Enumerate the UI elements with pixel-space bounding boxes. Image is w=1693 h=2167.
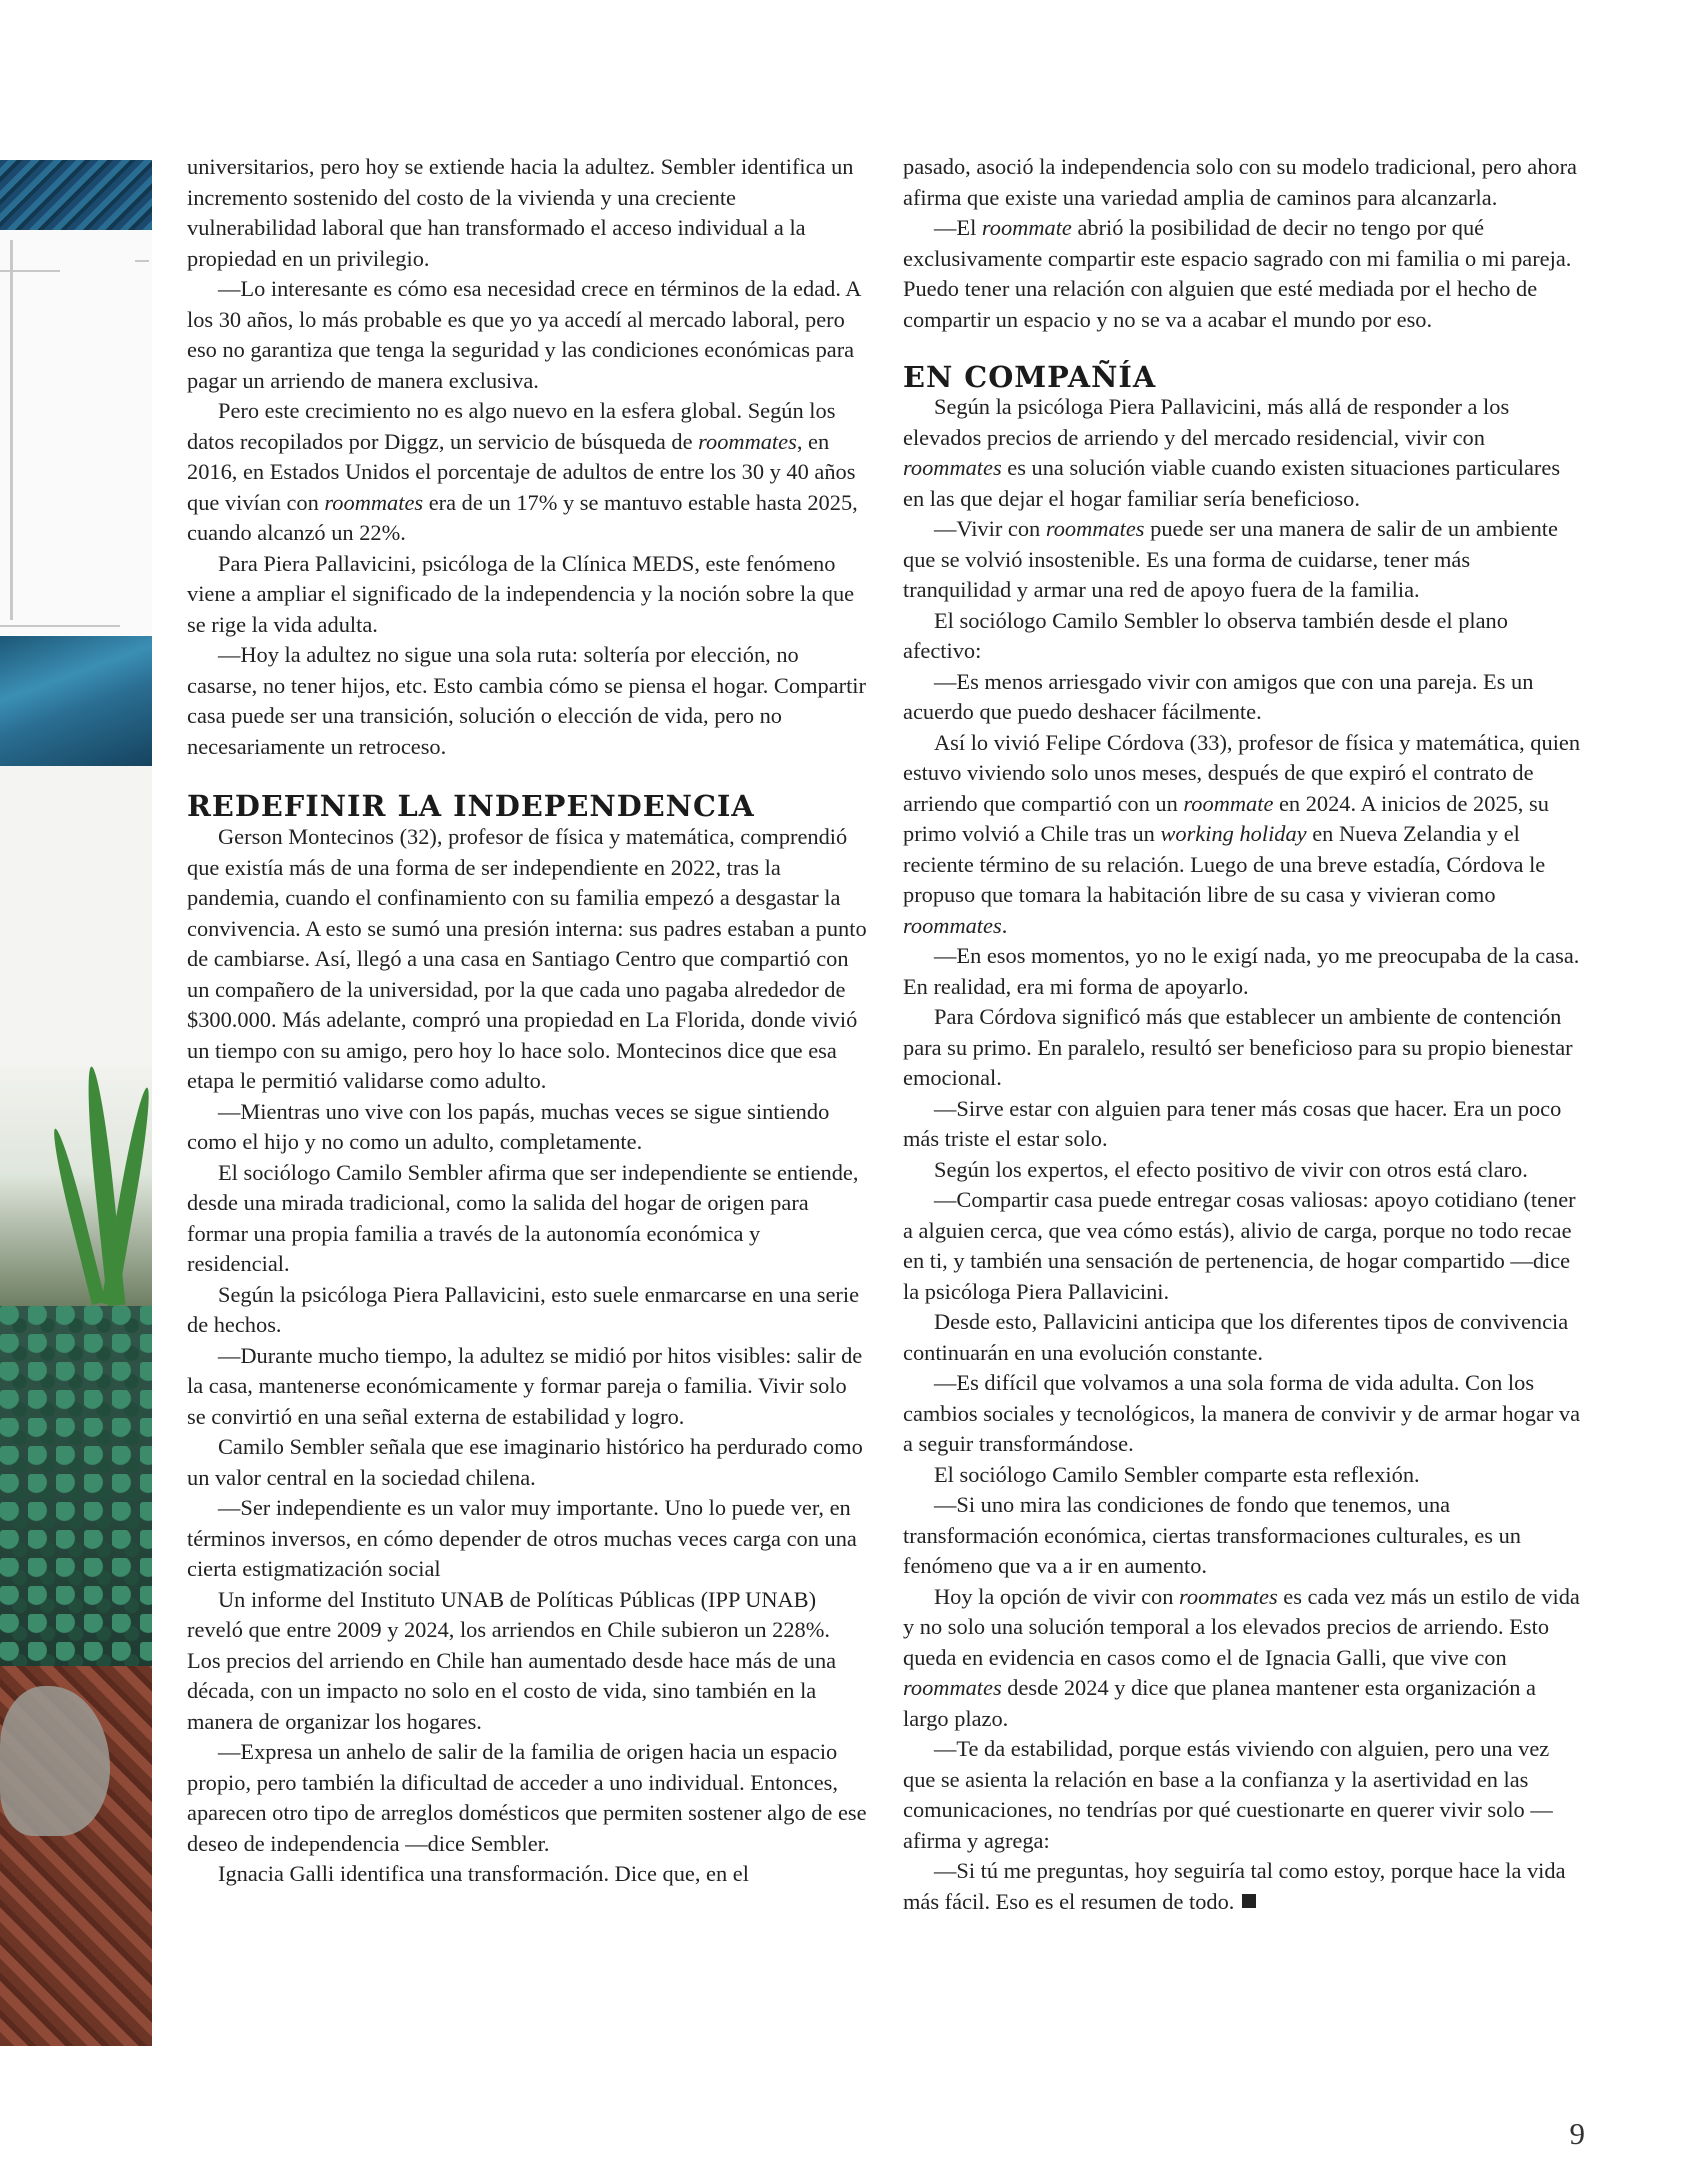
collage-water-image bbox=[0, 636, 152, 766]
collage-plant-image bbox=[0, 1066, 152, 1306]
paragraph: —Durante mucho tiempo, la adultez se midió por hitos visibles: salir de la casa, mantenerse económicamente y formar pareja o familia. Vivir solo se convirtió en una señal externa de estabilidad y logro. bbox=[187, 1342, 863, 1429]
paragraph: El sociólogo Camilo Sembler comparte esta reflexión. bbox=[934, 1461, 1420, 1487]
paragraph: Así lo vivió Felipe Córdova (33), profesor de física y matemática, quien estuvo viviendo solo unos meses, después de que expiró el contrato de arriendo que compartió con un roommate en 2024. A inicios de 2025, su primo volvió a Chile tras un working holiday en Nueva Zelandia y el reciente término de su relación. Luego de una breve estadía, Córdova le propuso que tomara la habitación libre de su casa y vivieran como roommates. bbox=[903, 729, 1581, 938]
collage-image-top bbox=[0, 160, 152, 230]
paragraph: —Vivir con roommates puede ser una manera de salir de un ambiente que se volvió insostenible. Es una forma de cuidarse, tener más tranquilidad y armar una red de apoyo fuera de la familia. bbox=[903, 516, 1558, 602]
paragraph: —Ser independiente es un valor muy importante. Uno lo puede ver, en términos inversos, en cómo depender de otros muchas veces carga con una cierta estigmatización social bbox=[187, 1495, 857, 1581]
section-heading: EN COMPAÑÍA bbox=[903, 360, 1157, 394]
paragraph: Según los expertos, el efecto positivo de vivir con otros está claro. bbox=[934, 1156, 1528, 1182]
paragraph: —En esos momentos, yo no le exigí nada, yo me preocupaba de la casa. En realidad, era mi forma de apoyarlo. bbox=[903, 943, 1580, 999]
paragraph: —Si tú me preguntas, hoy seguiría tal como estoy, porque hace la vida más fácil. Eso es el resumen de todo. bbox=[903, 1858, 1566, 1914]
collage-pattern-image bbox=[0, 1306, 152, 1666]
page-number: 9 bbox=[1569, 2116, 1585, 2151]
paragraph: —Compartir casa puede entregar cosas valiosas: apoyo cotidiano (tener a alguien cerca, que vea cómo estás), alivio de carga, porque no todo recae en ti, y también una sensación de pertenencia, de hogar compartido —dice la psicóloga Piera Pallavicini. bbox=[903, 1187, 1576, 1304]
paragraph: —Sirve estar con alguien para tener más cosas que hacer. Era un poco más triste el estar solo. bbox=[903, 1095, 1562, 1151]
paragraph: Hoy la opción de vivir con roommates es cada vez más un estilo de vida y no solo una solución temporal a los elevados precios de arriendo. Esto queda en evidencia en casos como el de Ignacia Galli, que vive con roommates desde 2024 y dice que planea mantener esta organización a largo plazo. bbox=[903, 1583, 1580, 1731]
paragraph: Para Piera Pallavicini, psicóloga de la Clínica MEDS, este fenómeno viene a ampliar el significado de la independencia y la noción sobre la que se rige la vida adulta. bbox=[187, 550, 855, 637]
collage-rug-image bbox=[0, 1666, 152, 2046]
paragraph: —Mientras uno vive con los papás, muchas veces se sigue sintiendo como el hijo y no como un adulto, completamente. bbox=[187, 1098, 830, 1154]
paragraph: —Si uno mira las condiciones de fondo que tenemos, una transformación económica, ciertas transformaciones culturales, es un fenómeno que va a ir en aumento. bbox=[903, 1492, 1521, 1578]
paragraph: pasado, asoció la independencia solo con su modelo tradicional, pero ahora afirma que existe una variedad amplia de caminos para alcanzarla. bbox=[903, 154, 1577, 210]
collage-pale-section bbox=[0, 766, 152, 1066]
right-column bbox=[903, 152, 1583, 1917]
paragraph: —Es menos arriesgado vivir con amigos que con una pareja. Es un acuerdo que puedo deshacer fácilmente. bbox=[903, 668, 1534, 724]
end-of-article-square-icon bbox=[1242, 1894, 1256, 1908]
left-column bbox=[187, 152, 868, 1890]
paragraph: —Expresa un anhelo de salir de la familia de origen hacia un espacio propio, pero también la dificultad de acceder a uno individual. Entonces, aparecen otro tipo de arreglos domésticos que permiten sostener algo de ese deseo de independencia —dice Sembler. bbox=[187, 1739, 867, 1856]
paragraph: —Hoy la adultez no sigue una sola ruta: soltería por elección, no casarse, no tener hijos, etc. Esto cambia cómo se piensa el hogar. Compartir casa puede ser una transición, solución o elección de vida, pero no necesariamente un retroceso. bbox=[187, 642, 866, 759]
paragraph: Ignacia Galli identifica una transformación. Dice que, en el bbox=[218, 1861, 749, 1886]
paragraph: El sociólogo Camilo Sembler lo observa también desde el plano afectivo: bbox=[903, 607, 1508, 663]
paragraph: Según la psicóloga Piera Pallavicini, más allá de responder a los elevados precios de arriendo y del mercado residencial, vivir con roommates es una solución viable cuando existen situaciones particulares en las que dejar el hogar familiar sería beneficioso. bbox=[903, 394, 1561, 511]
paragraph: universitarios, pero hoy se extiende hacia la adultez. Sembler identifica un incremento sostenido del costo de la vivienda y una creciente vulnerabilidad laboral que han transformado el acceso individual a la propiedad en un privilegio. bbox=[187, 154, 854, 271]
paragraph: Un informe del Instituto UNAB de Políticas Públicas (IPP UNAB) reveló que entre 2009 y 2024, los arriendos en Chile subieron un 228%. Los precios del arriendo en Chile han aumentado desde hace más de una década, con un impacto no solo en el costo de vida, sino también en la manera de organizar los hogares. bbox=[187, 1586, 837, 1734]
section-heading: REDEFINIR LA INDEPENDENCIA bbox=[187, 789, 755, 823]
paragraph: Para Córdova significó más que establecer un ambiente de contención para su primo. En paralelo, resultó ser beneficioso para su propio bienestar emocional. bbox=[903, 1004, 1573, 1090]
paragraph: Camilo Sembler señala que ese imaginario histórico ha perdurado como un valor central en la sociedad chilena. bbox=[187, 1434, 863, 1490]
paragraph: Según la psicóloga Piera Pallavicini, esto suele enmarcarse en una serie de hechos. bbox=[187, 1281, 860, 1337]
paragraph: Gerson Montecinos (32), profesor de física y matemática, comprendió que existía más de una forma de ser independiente en 2022, tras la pandemia, cuando el confinamiento con su familia empezó a desgastar la convivencia. A esto se sumó una presión interna: sus padres estaban a punto de cambiarse. Así, llegó a una casa en Santiago Centro que compartió con un compañero de la universidad, por la que cada uno pagaba alrededor de $300.000. Más adelante, compró una propiedad en La Florida, donde vivió un tiempo con su amigo, pero hoy lo hace solo. Montecinos dice que esa etapa le permitió validarse como adulto. bbox=[187, 824, 867, 1093]
cat-figure bbox=[0, 1686, 110, 1836]
paragraph: Pero este crecimiento no es algo nuevo en la esfera global. Según los datos recopilados por Diggz, un servicio de búsqueda de roommates, en 2016, en Estados Unidos el porcentaje de adultos de entre los 30 y 40 años que vivían con roommates era de un 17% y se mantuvo estable hasta 2025, cuando alcanzó un 22%. bbox=[187, 398, 858, 545]
paragraph: —El roommate abrió la posibilidad de decir no tengo por qué exclusivamente compartir este espacio sagrado con mi familia o mi pareja. Puedo tener una relación con alguien que esté mediada por el hecho de compartir un espacio y no se va a acabar el mundo por eso. bbox=[903, 215, 1572, 332]
paragraph: —Te da estabilidad, porque estás viviendo con alguien, pero una vez que se asienta la relación en base a la confianza y la asertividad en las comunicaciones, no tendrías por qué cuestionarte en querer vivir solo —afirma y agrega: bbox=[903, 1736, 1553, 1853]
collage-sketch bbox=[0, 230, 152, 635]
paragraph: Desde esto, Pallavicini anticipa que los diferentes tipos de convivencia continuarán en una evolución constante. bbox=[903, 1309, 1569, 1365]
paragraph: —Lo interesante es cómo esa necesidad crece en términos de la edad. A los 30 años, lo más probable es que yo ya accedí al mercado laboral, pero eso no garantiza que tenga la seguridad y las condiciones económicas para pagar un arriendo de manera exclusiva. bbox=[187, 276, 861, 393]
paragraph: El sociólogo Camilo Sembler afirma que ser independiente se entiende, desde una mirada tradicional, como la salida del hogar de origen para formar una propia familia a través de la autonomía económica y residencial. bbox=[187, 1159, 859, 1276]
paragraph: —Es difícil que volvamos a una sola forma de vida adulta. Con los cambios sociales y tecnológicos, la manera de convivir y de armar hogar va a seguir transformándose. bbox=[903, 1370, 1581, 1456]
